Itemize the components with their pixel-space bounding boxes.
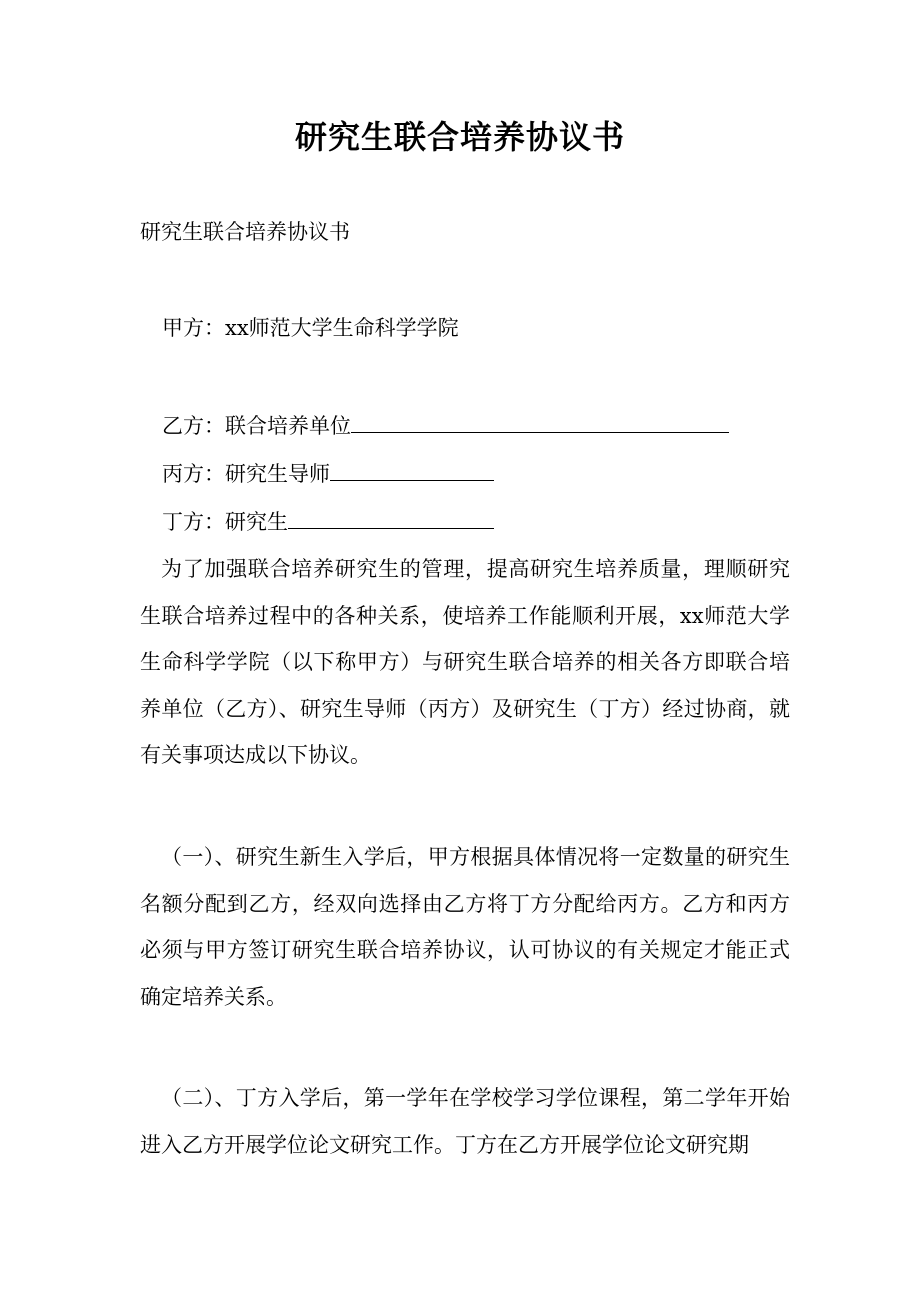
document-subtitle: 研究生联合培养协议书: [140, 220, 350, 244]
clause-1-paragraph: （一）、研究生新生入学后，甲方根据具体情况将一定数量的研究生名额分配到乙方，经双向选择由乙方将丁方分配给丙方。乙方和丙方必须与甲方签订研究生联合培养协议，认可协议的有关规定才能正式确定培养关系。: [140, 845, 790, 1009]
clause-2-paragraph: （二）、丁方入学后，第一学年在学校学习学位课程，第二学年开始进入乙方开展学位论文研究工作。丁方在乙方开展学位论文研究期: [140, 1086, 790, 1157]
party-c-line: [162, 462, 494, 485]
party-b-label: 乙方：联合培养单位: [162, 414, 351, 438]
party-d-line: [162, 510, 494, 533]
party-b-line: [162, 414, 729, 437]
party-c-label: 丙方：研究生导师: [162, 462, 330, 486]
document-title: 研究生联合培养协议书: [294, 118, 625, 156]
party-a-line: 甲方：xx师范大学生命科学学院: [162, 316, 459, 340]
intro-paragraph: 为了加强联合培养研究生的管理，提高研究生培养质量，理顺研究生联合培养过程中的各种关系，使培养工作能顺利开展，xx师范大学生命科学学院（以下称甲方）与研究生联合培养的相关各方即联合培养单位（乙方）、研究生导师（丙方）及研究生（丁方）经过协商，就有关事项达成以下协议。: [140, 557, 790, 767]
party-d-blank: [288, 510, 494, 529]
party-c-blank: [330, 462, 494, 481]
party-b-blank: [351, 414, 729, 433]
party-d-label: 丁方：研究生: [162, 510, 288, 534]
